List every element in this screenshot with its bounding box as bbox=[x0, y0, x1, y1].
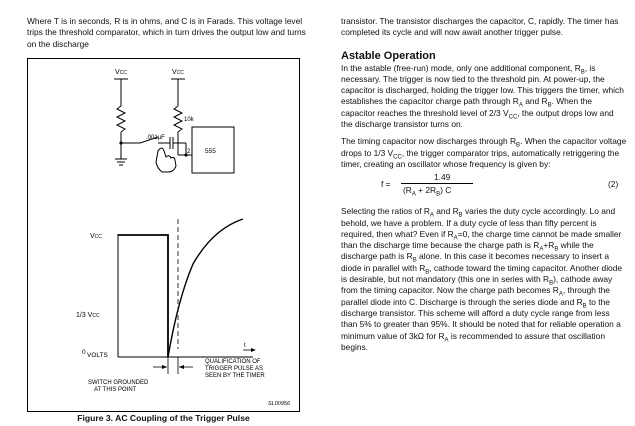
formula-numerator: 1.49 bbox=[434, 172, 451, 183]
formula-denominator: $(R_A + 2R_B)$ C bbox=[403, 185, 452, 198]
hand-pointer-icon bbox=[156, 148, 176, 172]
left-intro-paragraph: Where T is in seconds, R is in ohms, and C is in Farads. This voltage level trips the threshold comparator, which in turn drives the output low and turns on the discharge bbox=[27, 16, 306, 49]
capacitor-label: .001µF bbox=[146, 135, 165, 141]
svg-text:1/3 VCC bbox=[76, 312, 100, 319]
graph-t-label: t bbox=[244, 343, 246, 349]
figure-caption: Figure 3. AC Coupling of the Trigger Pulse bbox=[77, 413, 250, 423]
pin-label: 2 bbox=[187, 149, 191, 155]
qual-line-1: QUALIFICATION OF bbox=[205, 359, 261, 365]
resistor-label: 10k bbox=[184, 117, 194, 123]
qual-line-3: SEEN BY THE TIMER bbox=[205, 373, 265, 379]
graph-volts-label: VOLTS bbox=[87, 352, 108, 359]
qual-line-2: TRIGGER PULSE AS bbox=[205, 366, 264, 372]
graph-third-sub: CC bbox=[92, 313, 100, 319]
svg-text:VCC bbox=[90, 233, 102, 240]
circuit-figure bbox=[28, 59, 299, 411]
charge-curve bbox=[168, 219, 243, 357]
section-heading: Astable Operation bbox=[341, 49, 436, 62]
left-column bbox=[27, 16, 315, 50]
vcc-sub-left: CC bbox=[119, 70, 127, 76]
svg-text:VCC bbox=[115, 69, 127, 76]
svg-text:VCC bbox=[172, 69, 184, 76]
switch-line-1: SWITCH GROUNDED bbox=[88, 380, 149, 386]
arrow-left-head bbox=[162, 365, 167, 369]
astable-paragraph-1: In the astable (free-run) mode, only one additional component, $R_B$, is necessary. The trigger is now tied to the threshold pin. At power-up, the capacitor is discharged, holding the trigger low. This triggers the timer, which establishes the capacitor charge path through $R_A$ and $R_B$. When the capacitor reaches the threshold level of 2/3 $V_{CC}$, the output drops low and the discharge transistor turns on. bbox=[341, 62, 624, 130]
resistor-left bbox=[117, 106, 125, 132]
frequency-formula bbox=[341, 170, 627, 198]
astable-paragraph-2: The timing capacitor now discharges through $R_B$. When the capacitor voltage drops to 1/3 $V_{CC}$, the trigger comparator trips, automatically retriggering the timer, creating an oscillator whose frequency is given by: bbox=[341, 136, 627, 169]
trigger-pulse bbox=[118, 235, 168, 357]
vcc-label-left: V bbox=[115, 69, 120, 76]
right-top-paragraph: transistor. The transistor discharges the capacitor, C, rapidly. The timer has completed its cycle and will now await another trigger pulse. bbox=[341, 16, 619, 38]
chip-label: 555 bbox=[205, 148, 216, 155]
vcc-sub-right: CC bbox=[176, 70, 184, 76]
graph-vcc-label: V bbox=[90, 233, 95, 240]
graph-third-label: 1/3 V bbox=[76, 312, 93, 319]
equation-number: (2) bbox=[608, 179, 619, 190]
vcc-label-right: V bbox=[172, 69, 177, 76]
t-arrow-head bbox=[251, 348, 256, 352]
graph-vcc-sub: CC bbox=[94, 234, 102, 240]
arrow-right-head bbox=[179, 365, 184, 369]
resistor-10k bbox=[174, 106, 182, 132]
right-column bbox=[341, 16, 627, 353]
fraction-bar bbox=[401, 183, 473, 184]
formula-lhs: f = bbox=[381, 179, 391, 190]
junction-left bbox=[119, 141, 122, 144]
graph-zero-label: 0 bbox=[82, 349, 86, 356]
switch-line-2: AT THIS POINT bbox=[94, 387, 137, 393]
figure-box bbox=[27, 58, 300, 412]
figure-code: SL00956 bbox=[268, 401, 291, 407]
astable-paragraph-3: Selecting the ratios of $R_A$ and $R_B$ varies the duty cycle accordingly. Lo and behold, we have a problem. If a duty cycle of less than fifty percent is required, then what? Even if $R_A=0$, the charge time cannot be made smaller than the discharge time because the charge path is $R_A+R_B$ while the discharge path is $R_B$ alone. In this case it becomes necessary to insert a diode in parallel with $R_B$, cathode toward the timing capacitor. Another diode is desirable, but not mandatory (this one in series with $R_B$), cathode away from the timing capacitor. Now the charge path becomes $R_A$, through the parallel diode into C. Discharge is through the series diode and $R_B$ to the discharge transistor. This scheme will afford a duty cycle range from less than 5% to greater than 95%. It should be noted that for reliable operation a minimum value of 3kΩ for $R_A$ is recommended to assure that oscillation begins. bbox=[341, 206, 623, 352]
